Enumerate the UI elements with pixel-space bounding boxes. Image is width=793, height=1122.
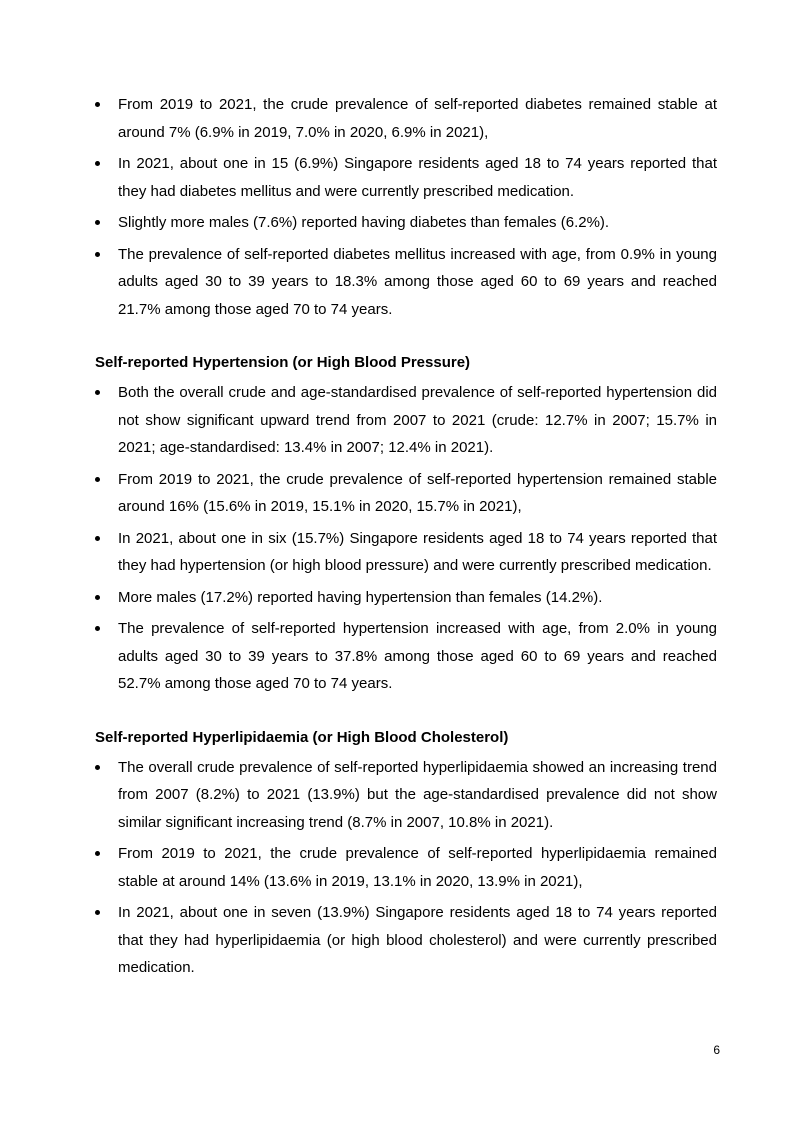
- bullet-icon: [95, 536, 100, 541]
- list-item-text: From 2019 to 2021, the crude prevalence of self-reported hypertension remained stable around 16% (15.6% in 2019, 15.1% in 2020, 15.7% in 2021),: [118, 470, 717, 515]
- bullet-icon: [95, 102, 100, 107]
- list-item: [95, 840, 717, 895]
- list-item: [95, 91, 717, 146]
- list-item-text: From 2019 to 2021, the crude prevalence of self-reported diabetes remained stable at around 7% (6.9% in 2019, 7.0% in 2020, 6.9% in 2021),: [118, 96, 717, 141]
- bullet-list-hyperlipidaemia: [95, 754, 717, 982]
- list-item: [95, 150, 717, 205]
- list-item: [95, 525, 717, 580]
- list-item-text: Both the overall crude and age-standardised prevalence of self-reported hypertension did not show significant upward trend from 2007 to 2021 (crude: 12.7% in 2007; 15.7% in 2021; age-standardised: 13.4% in 2007; 12.4% in 2021).: [118, 384, 717, 456]
- list-item: [95, 241, 717, 324]
- section-hyperlipidaemia: [95, 724, 717, 982]
- section-hypertension: [95, 349, 717, 698]
- list-item: [95, 379, 717, 462]
- list-item: [95, 466, 717, 521]
- list-item: [95, 615, 717, 698]
- list-item: [95, 899, 717, 982]
- bullet-icon: [95, 252, 100, 257]
- bullet-list-diabetes: [95, 91, 717, 323]
- list-item-text: Slightly more males (7.6%) reported having diabetes than females (6.2%).: [118, 214, 610, 231]
- list-item-text: The overall crude prevalence of self-reported hyperlipidaemia showed an increasing trend from 2007 (8.2%) to 2021 (13.9%) but the age-standardised prevalence did not show similar significant increasing trend (8.7% in 2007, 10.8% in 2021).: [118, 758, 717, 831]
- bullet-icon: [95, 220, 100, 225]
- list-item-text: In 2021, about one in 15 (6.9%) Singapore residents aged 18 to 74 years reported that they had diabetes mellitus and were currently prescribed medication.: [118, 155, 717, 200]
- bullet-icon: [95, 477, 100, 482]
- document-body: [95, 91, 717, 986]
- bullet-list-hypertension: [95, 379, 717, 698]
- list-item-text: From 2019 to 2021, the crude prevalence of self-reported hyperlipidaemia remained stable at around 14% (13.6% in 2019, 13.1% in 2020, 13.9% in 2021),: [118, 845, 717, 890]
- section-diabetes: [95, 91, 717, 323]
- list-item-text: The prevalence of self-reported hypertension increased with age, from 2.0% in young adults aged 30 to 39 years to 37.8% among those aged 60 to 69 years and reached 52.7% among those aged 70 to 74 years.: [118, 620, 717, 692]
- bullet-icon: [95, 626, 100, 631]
- list-item-text: The prevalence of self-reported diabetes mellitus increased with age, from 0.9% in young adults aged 30 to 39 years to 18.3% among those aged 60 to 69 years and reached 21.7% among those aged 70 to 74 years.: [118, 245, 717, 318]
- bullet-icon: [95, 910, 100, 915]
- list-item: [95, 754, 717, 837]
- list-item-text: More males (17.2%) reported having hypertension than females (14.2%).: [118, 588, 603, 606]
- bullet-icon: [95, 161, 100, 166]
- section-heading-hypertension: Self-reported Hypertension (or High Blood Pressure): [95, 354, 471, 371]
- list-item-text: In 2021, about one in six (15.7%) Singapore residents aged 18 to 74 years reported that they had hypertension (or high blood pressure) and were currently prescribed medication.: [118, 529, 717, 574]
- list-item: [95, 209, 717, 237]
- bullet-icon: [95, 390, 100, 395]
- list-item-text: In 2021, about one in seven (13.9%) Singapore residents aged 18 to 74 years reported that they had hyperlipidaemia (or high blood cholesterol) and were currently prescribed medication.: [118, 904, 717, 976]
- bullet-icon: [95, 851, 100, 856]
- bullet-icon: [95, 765, 100, 770]
- list-item: [95, 584, 717, 612]
- page-number: 6: [713, 1043, 720, 1057]
- bullet-icon: [95, 595, 100, 600]
- section-heading-hyperlipidaemia: Self-reported Hyperlipidaemia (or High Blood Cholesterol): [95, 728, 509, 746]
